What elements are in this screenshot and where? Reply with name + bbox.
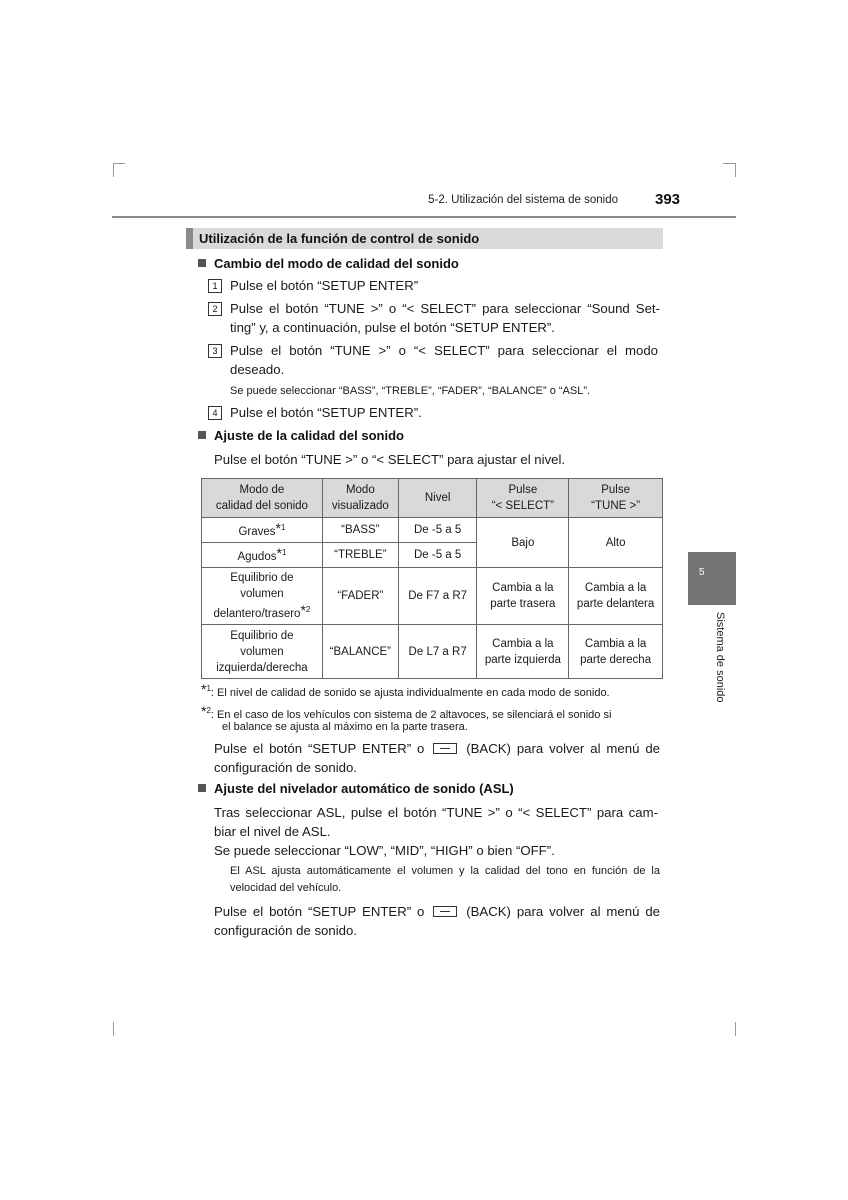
table-cell: Cambia a la parte delantera	[569, 568, 663, 625]
table-header-row	[202, 479, 663, 518]
table-cell: De F7 a R7	[398, 568, 477, 625]
footnote: *$^1$: El nivel de calidad de sonido se ajusta individualmente en cada modo de sonido.	[201, 681, 610, 699]
table-cell: Equilibrio de volumen delantero/trasero*$^2$	[202, 568, 323, 625]
table-cell: Graves*$^1$	[202, 518, 323, 543]
step-number: 2	[208, 302, 222, 316]
table-cell: “TREBLE”	[322, 543, 398, 568]
table-cell: De -5 a 5	[398, 518, 477, 543]
table-cell: Alto	[569, 518, 663, 568]
step-number: 1	[208, 279, 222, 293]
step-text: Pulse el botón “SETUP ENTER”	[230, 278, 419, 293]
adjust-intro: Pulse el botón “TUNE >” o “< SELECT” para ajustar el nivel.	[214, 452, 566, 467]
asl-note: El ASL ajusta automáticamente el volumen y la calidad del tono en función de la	[230, 865, 660, 877]
crop-mark	[723, 163, 735, 164]
back-button-icon	[433, 743, 457, 754]
step-text: Pulse el botón “SETUP ENTER”.	[230, 405, 422, 420]
crop-mark	[113, 163, 125, 164]
table-header: Nivel	[398, 479, 477, 518]
crop-mark	[113, 163, 114, 177]
table-cell: De L7 a R7	[398, 625, 477, 679]
crop-mark	[113, 1022, 114, 1036]
subsection-heading-asl: Ajuste del nivelador automático de sonido (ASL)	[198, 781, 514, 796]
table-cell: Cambia a la parte trasera	[477, 568, 569, 625]
table-cell: Agudos*$^1$	[202, 543, 323, 568]
table-header: Pulse “< SELECT”	[477, 479, 569, 518]
table-row	[202, 568, 663, 625]
asl-note: velocidad del vehículo.	[230, 882, 342, 894]
table-row	[202, 518, 663, 543]
back-instruction: configuración de sonido.	[214, 760, 357, 775]
back-instruction: configuración de sonido.	[214, 923, 357, 938]
asl-text: biar el nivel de ASL.	[214, 824, 331, 839]
table-cell: “BALANCE”	[322, 625, 398, 679]
table-cell: Cambia a la parte derecha	[569, 625, 663, 679]
asl-text: Tras seleccionar ASL, pulse el botón “TUNE >” o “< SELECT” para cam-	[214, 805, 658, 820]
table-header: Modo de calidad del sonido	[202, 479, 323, 518]
header-rule	[112, 216, 736, 218]
crop-mark	[735, 163, 736, 177]
table-cell: De -5 a 5	[398, 543, 477, 568]
step-number: 4	[208, 406, 222, 420]
step-note: Se puede seleccionar “BASS”, “TREBLE”, “FADER”, “BALANCE” o “ASL”.	[230, 385, 591, 397]
table-row	[202, 625, 663, 679]
subsection-heading-adjust: Ajuste de la calidad del sonido	[198, 428, 404, 443]
step-text: deseado.	[230, 362, 285, 377]
table-cell: Equilibrio de volumen izquierda/derecha	[202, 625, 323, 679]
table-cell: “FADER”	[322, 568, 398, 625]
square-bullet-icon	[198, 784, 206, 792]
table-cell: Cambia a la parte izquierda	[477, 625, 569, 679]
step-text: ting” y, a continuación, pulse el botón “SETUP ENTER”.	[230, 320, 555, 335]
back-instruction: Pulse el botón “SETUP ENTER” o (BACK) para volver al menú de	[214, 904, 660, 919]
table-cell: Bajo	[477, 518, 569, 568]
footnote: *$^2$: En el caso de los vehículos con sistema de 2 altavoces, se silenciará el sonido si	[201, 703, 612, 721]
back-button-icon	[433, 906, 457, 917]
step-text: Pulse el botón “TUNE >” o “< SELECT” para seleccionar el modo	[230, 343, 658, 358]
table-cell: “BASS”	[322, 518, 398, 543]
sound-settings-table	[201, 478, 663, 679]
section-title: Utilización de la función de control de sonido	[186, 228, 663, 249]
table-header: Pulse “TUNE >”	[569, 479, 663, 518]
crop-mark	[735, 1022, 736, 1036]
step-text: Pulse el botón “TUNE >” o “< SELECT” para seleccionar “Sound Set-	[230, 301, 660, 316]
table-header: Modo visualizado	[322, 479, 398, 518]
footnote-continuation: el balance se ajusta al máximo en la parte trasera.	[222, 721, 468, 733]
section-reference: 5-2. Utilización del sistema de sonido	[428, 194, 618, 206]
page-number: 393	[655, 191, 681, 208]
subsection-heading-sound-mode: Cambio del modo de calidad del sonido	[198, 256, 459, 271]
chapter-tab	[688, 552, 736, 605]
asl-text: Se puede seleccionar “LOW”, “MID”, “HIGH” o bien “OFF”.	[214, 843, 555, 858]
chapter-label: Sistema de sonido	[714, 612, 726, 703]
step-number: 3	[208, 344, 222, 358]
chapter-number: 5	[699, 567, 705, 578]
square-bullet-icon	[198, 431, 206, 439]
back-instruction: Pulse el botón “SETUP ENTER” o (BACK) para volver al menú de	[214, 741, 660, 756]
square-bullet-icon	[198, 259, 206, 267]
